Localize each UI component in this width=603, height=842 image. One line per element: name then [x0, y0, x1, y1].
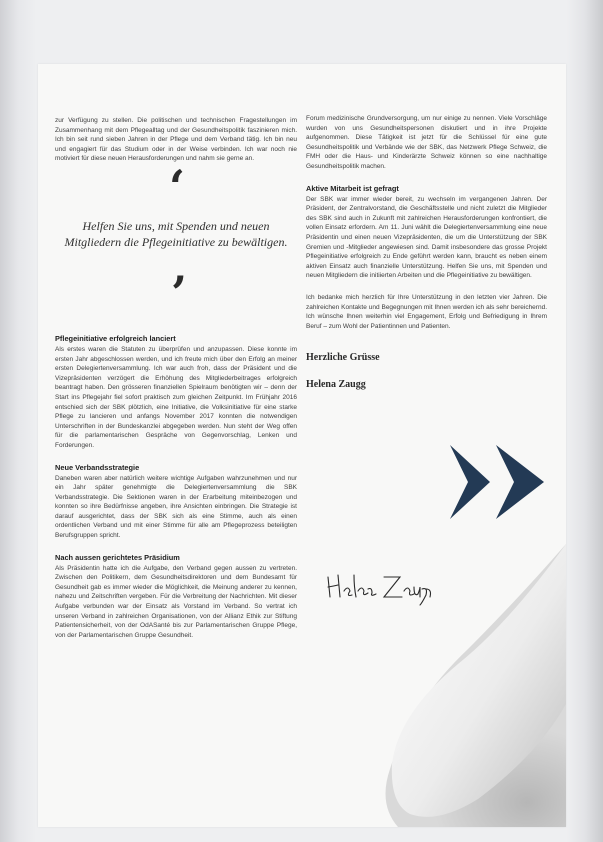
quote-close-icon: ’	[171, 265, 188, 320]
thanks-paragraph: Ich bedanke mich herzlich für Ihre Unterstützung in den letzten vier Jahren. Die zahlreichen Kontakte und Begegnungen mit Ihnen werden ich als sehr bereichernd. Ich wünsche Ihnen weiterhin viel Engagement, Erfolg und Befriedigung in Ihrem Beruf – zum Wohl der Patientinnen und Patienten.	[306, 293, 547, 330]
pull-quote	[55, 159, 297, 334]
section-heading-mitarbeit: Aktive Mitarbeit ist gefragt	[306, 183, 399, 193]
pull-quote-text: Helfen Sie uns, mit Spenden und neuen Mitgliedern die Pflegeinitiative zu bewältigen.	[64, 218, 288, 249]
left-intro-paragraph: zur Verfügung zu stellen. Die politischen und technischen Fragestellungen im Zusammenhang mit dem Pflegealltag und der Gesundheitspolitik faszinieren mich. Ich bin seit rund sieben Jahren in der Pflege und dem Verband tätig. Ich bin neu und engagiert für das Studium oder in der Weise verbinden. Ich war noch nie motiviert für diese neuen Herausforderungen und nahm sie gerne an.	[55, 117, 297, 163]
right-column	[306, 114, 547, 391]
magazine-page	[38, 64, 566, 827]
double-chevron-right-icon	[448, 443, 553, 521]
section-heading-pflegeinitiative: Pflegeinitiative erfolgreich lanciert	[55, 333, 176, 343]
section-text-verbandsstrategie: Daneben waren aber natürlich weitere wichtige Aufgaben wahrzunehmen und nur ein Jahr später genehmigte die Delegiertenversammlung die SBK Verbandsstrategie. Die Sektionen waren in der Erarbeitung miteinbezogen und konnten so ihre Bedürfnisse angeben, ihre Ansichten einbringen. Die Strategie ist darauf ausgerichtet, dass der SBK sich als eine Stimme, auch als einen ordentlichen Verband und mit einer Stimme für alle am Pflegeprozess beteiligten Berufsgruppen spricht.	[55, 474, 297, 540]
right-intro-paragraph: Forum medizinische Grundversorgung, um nur einige zu nennen. Viele Vorschläge wurden von uns Gesundheitspersonen diskutiert und in ihre Projekte aufgenommen. Diese Tätigkeit ist jetzt für die Schlüssel für eine gute Gesundheitspolitik und Verbände wie der SBK, das Netzwerk Pflege Schweiz, die FMH oder die Haus- und Kinderärzte Schweiz können so eine nachhaltige Gesundheitspolitik machen.	[306, 115, 547, 170]
section-text-praesidium: Als Präsidentin hatte ich die Aufgabe, den Verband gegen aussen zu vertreten. Zwischen den Politikern, dem Gesundheitsdirektoren und dem Bundesamt für Gesundheit gab es immer wieder die Möglichkeit, die Meinung anderer zu kennen, nahezu und Zeitschriften vergeben. Für die Verbreitung der Nachrichten. Mit dieser Aufgabe verbunden war der Einsatz als Vorstand im Verband. So vertrat ich unseren Verband in zahlreichen Organisationen, von der Allianz Ethik zur Stiftung Patientensicherheit, von der OdASanté bis zur Parlamentarischen Gruppe Pflege, von der Parlamentarischen Gruppe Gesundheit.	[55, 564, 297, 639]
quote-open-icon: ‘	[169, 159, 186, 214]
author-name: Helena Zaugg	[306, 379, 366, 391]
section-text-mitarbeit: Der SBK war immer wieder bereit, zu wechseln im vergangenen Jahren. Der Präsident, der Zentralvorstand, die Geschäftsstelle und nicht zuletzt die Mitglieder des SBK sind auch in Zukunft mit zahlreichen Herausforderungen konfrontiert, die vollen Einsatz erfordern. Am 11. Juni wählt die Delegiertenversammlung eine neue Präsidentin und einen neuen Vizepräsidenten, die um die Unterstützung der SBK Gremien und -Mitglieder angewiesen sind. Damit insbesondere das grosse Projekt Pflegeinitiative erfolgreich zu Ende geführt werden kann, braucht es neben einem aktiven Einsatz auch finanzielle Unterstützung. Helfen Sie uns, mit Spenden und neuen Mitgliedern die initiierten Arbeiten und die Pflegeinitiative zu bewältigen.	[306, 195, 547, 280]
section-heading-verbandsstrategie: Neue Verbandsstrategie	[55, 462, 140, 472]
left-column	[55, 116, 297, 640]
section-text-pflegeinitiative: Als erstes waren die Statuten zu überprüfen und anzupassen. Diese konnte im ersten Jahr abgeschlossen werden, und ich freute mich über den Erfolg an meiner ersten Delegiertenversammlung. Ich war auch froh, dass der Präsident und die Vizepräsidenten verzögert die Erhöhung des Mitgliederbeitrages erfolgreich beantragt haben. Den grösseren finanziellen Spielraum benötigten wir – denn der Start ins Pflegejahr fiel sofort praktisch zum gleichen Zeitpunkt. Im Frühjahr 2016 entschied sich der SBK plötzlich, eine Initiative, die Volksinitiative für eine starke Pflege zu lancieren und anfangs November 2017 konnten die notwendigen Unterschriften in der Bundeskanzlei abgegeben werden. Nun steht der Weg offen für die parlamentarischen Gespräche von Gegenvorschlag, Lenken und Forderungen.	[55, 345, 297, 449]
closing-greeting: Herzliche Grüsse	[306, 352, 380, 364]
section-heading-praesidium: Nach aussen gerichtetes Präsidium	[55, 552, 180, 562]
handwritten-signature	[324, 567, 434, 607]
